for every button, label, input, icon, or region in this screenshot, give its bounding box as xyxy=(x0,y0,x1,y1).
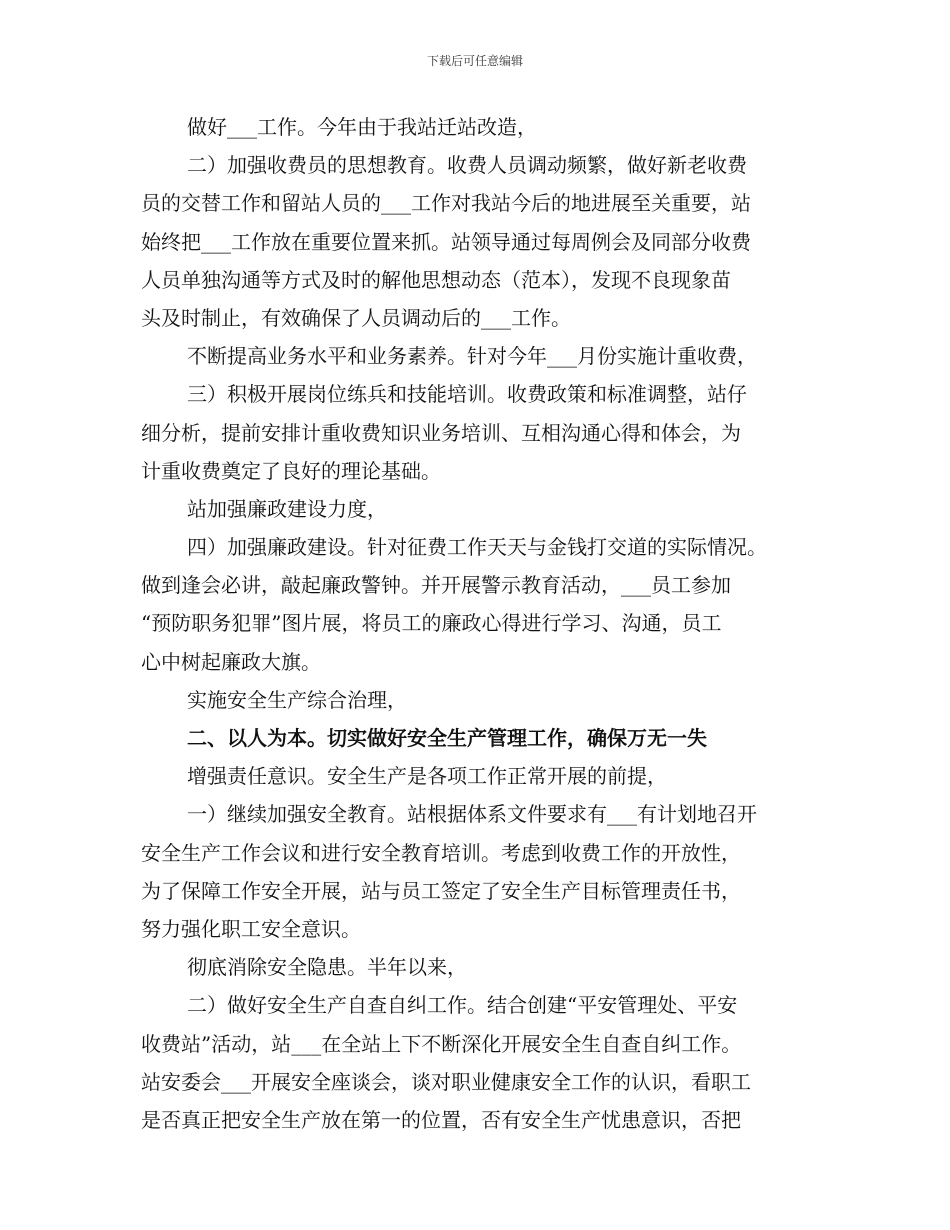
text-line: 安全生产工作会议和进行安全教育培训。考虑到收费工作的开放性， xyxy=(141,840,741,865)
text-line: 头及时制止，有效确保了人员调动后的___工作。 xyxy=(141,305,571,330)
text-line: 增强责任意识。安全生产是各项工作正常开展的前提， xyxy=(187,764,667,789)
text-line: 站加强廉政建设力度， xyxy=(187,496,387,521)
page-header: 下载后可任意编辑 xyxy=(426,54,523,68)
text-line: 四）加强廉政建设。针对征费工作天天与金钱打交道的实际情况。 xyxy=(187,535,767,560)
text-line: 不断提高业务水平和业务素养。针对今年___月份实施计重收费， xyxy=(187,344,757,369)
text-line: 为了保障工作安全开展，站与员工签定了安全生产目标管理责任书， xyxy=(141,878,741,903)
text-line: 站安委会___开展安全座谈会，谈对职业健康安全工作的认识，看职工 xyxy=(141,1069,751,1094)
text-line: 三）积极开展岗位练兵和技能培训。收费政策和标准调整，站仔 xyxy=(187,382,747,407)
text-line: 一）继续加强安全教育。站根据体系文件要求有___有计划地召开 xyxy=(187,802,757,827)
text-line: 做到逢会必讲，敲起廉政警钟。并开展警示教育活动，___员工参加 xyxy=(141,573,731,598)
text-line: 是否真正把安全生产放在第一的位置，否有安全生产忧患意识，否把 xyxy=(141,1107,741,1132)
text-line: 实施安全生产综合治理， xyxy=(187,687,407,712)
text-line: 二）做好安全生产自查自纠工作。结合创建“平安管理处、平安 xyxy=(187,993,738,1018)
section-heading: 二、以人为本。切实做好安全生产管理工作，确保万无一失 xyxy=(187,726,707,750)
text-line: 细分析，提前安排计重收费知识业务培训、互相沟通心得和体会，为 xyxy=(141,420,741,445)
text-line: 计重收费奠定了良好的理论基础。 xyxy=(141,458,441,483)
text-line: 收费站”活动，站___在全站上下不断深化开展安全生自查自纠工作。 xyxy=(141,1031,742,1056)
text-line: 努力强化职工安全意识。 xyxy=(141,916,361,941)
text-line: 彻底消除安全隐患。半年以来， xyxy=(187,955,467,980)
text-line: 做好___工作。今年由于我站迁站改造， xyxy=(187,115,537,139)
text-line: 人员单独沟通等方式及时的解他思想动态（范本），发现不良现象苗 xyxy=(141,267,731,292)
text-line: 始终把___工作放在重要位置来抓。站领导通过每周例会及同部分收费 xyxy=(141,229,751,254)
text-line: 员的交替工作和留站人员的___工作对我站今后的地进展至关重要，站 xyxy=(141,191,751,216)
document-body xyxy=(141,108,821,1139)
text-line: 二）加强收费员的思想教育。收费人员调动频繁，做好新老收费 xyxy=(187,153,747,178)
text-line: 心中树起廉政大旗。 xyxy=(141,649,321,674)
text-line: “预防职务犯罪”图片展，将员工的廉政心得进行学习、沟通，员工 xyxy=(141,611,722,636)
